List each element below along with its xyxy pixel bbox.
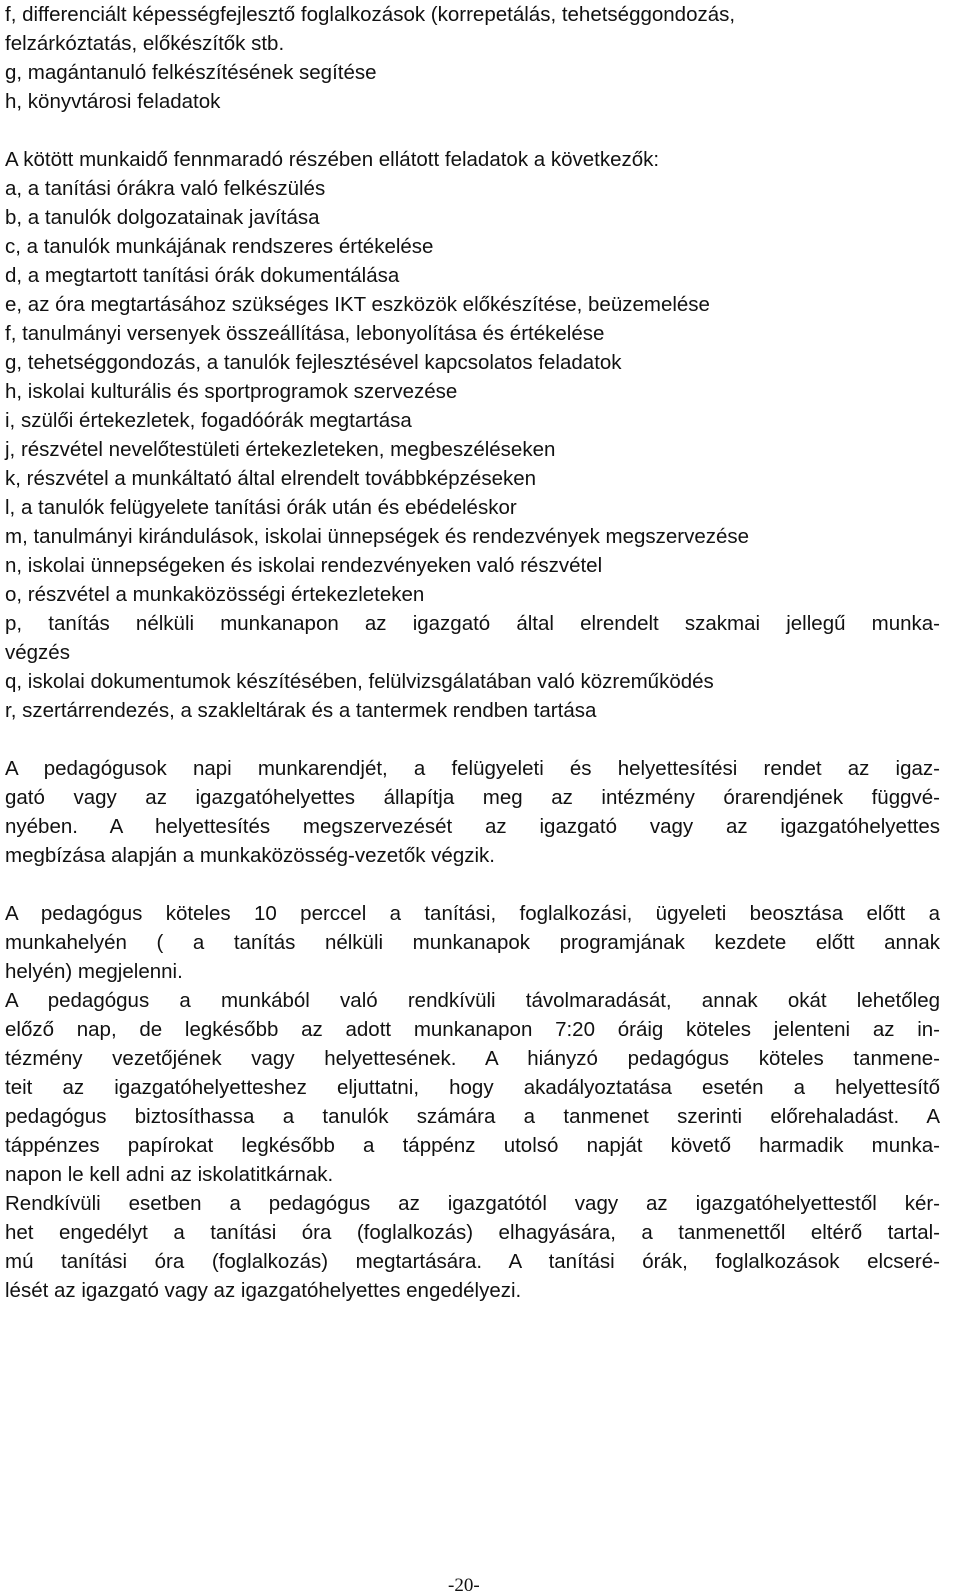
task-item-continuation: végzés xyxy=(5,641,70,664)
paragraph-line: megbízása alapján a munkaközösség-vezetők végzik. xyxy=(5,844,495,867)
task-item: d, a megtartott tanítási órák dokumentálása xyxy=(5,264,400,287)
list-line: felzárkóztatás, előkészítők stb. xyxy=(5,32,285,55)
list-line: h, könyvtárosi feladatok xyxy=(5,90,221,113)
paragraph-line: lését az igazgató vagy az igazgatóhelyettes engedélyezi. xyxy=(5,1279,522,1302)
paragraph-line: gató vagy az igazgatóhelyettes állapítja meg az intézmény órarendjének függvé- xyxy=(5,786,940,809)
paragraph-line: pedagógus biztosíthassa a tanulók számára a tanmenet szerinti előrehaladást. A xyxy=(5,1105,940,1128)
task-item: b, a tanulók dolgozatainak javítása xyxy=(5,206,320,229)
task-item: i, szülői értekezletek, fogadóórák megtartása xyxy=(5,409,412,432)
task-item: a, a tanítási órákra való felkészülés xyxy=(5,177,326,200)
task-item: r, szertárrendezés, a szakleltárak és a tantermek rendben tartása xyxy=(5,699,597,722)
section-heading: A kötött munkaidő fennmaradó részében ellátott feladatok a következők: xyxy=(5,148,660,171)
page-number: -20- xyxy=(448,1575,480,1596)
task-item: c, a tanulók munkájának rendszeres értékelése xyxy=(5,235,434,258)
task-item: p, tanítás nélküli munkanapon az igazgató által elrendelt szakmai jellegű munka- xyxy=(5,612,940,635)
paragraph-line: tézmény vezetőjének vagy helyettesének. A hiányzó pedagógus köteles tanmene- xyxy=(5,1047,940,1070)
list-line: f, differenciált képességfejlesztő foglalkozások (korrepetálás, tehetséggondozás, xyxy=(5,3,736,26)
task-item: l, a tanulók felügyelete tanítási órák után és ebédeléskor xyxy=(5,496,517,519)
paragraph-line: napon le kell adni az iskolatitkárnak. xyxy=(5,1163,334,1186)
paragraph-line: előző nap, de legkésőbb az adott munkanapon 7:20 óráig köteles jelenteni az in- xyxy=(5,1018,940,1041)
task-item: h, iskolai kulturális és sportprogramok szervezése xyxy=(5,380,458,403)
list-line: g, magántanuló felkészítésének segítése xyxy=(5,61,377,84)
task-item: f, tanulmányi versenyek összeállítása, lebonyolítása és értékelése xyxy=(5,322,605,345)
task-item: g, tehetséggondozás, a tanulók fejlesztésével kapcsolatos feladatok xyxy=(5,351,622,374)
task-item: q, iskolai dokumentumok készítésében, felülvizsgálatában való közreműködés xyxy=(5,670,714,693)
paragraph-line: táppénzes papírokat legkésőbb a táppénz utolsó napját követő harmadik munka- xyxy=(5,1134,940,1157)
paragraph-line: helyén) megjelenni. xyxy=(5,960,183,983)
task-item: e, az óra megtartásához szükséges IKT eszközök előkészítése, beüzemelése xyxy=(5,293,710,316)
task-item: k, részvétel a munkáltató által elrendelt továbbképzéseken xyxy=(5,467,537,490)
paragraph-line: A pedagógus köteles 10 perccel a tanítási, foglalkozási, ügyeleti beosztása előtt a xyxy=(5,902,940,925)
paragraph-line: munkahelyén ( a tanítás nélküli munkanapok programjának kezdete előtt annak xyxy=(5,931,940,954)
paragraph-line: nyében. A helyettesítés megszervezését az igazgató vagy az igazgatóhelyettes xyxy=(5,815,940,838)
task-item: n, iskolai ünnepségeken és iskolai rendezvényeken való részvétel xyxy=(5,554,603,577)
paragraph-line: A pedagógus a munkából való rendkívüli távolmaradását, annak okát lehetőleg xyxy=(5,989,940,1012)
paragraph-line: Rendkívüli esetben a pedagógus az igazgatótól vagy az igazgatóhelyettestől kér- xyxy=(5,1192,940,1215)
paragraph-line: het engedélyt a tanítási óra (foglalkozás) elhagyására, a tanmenettől eltérő tartal- xyxy=(5,1221,940,1244)
task-item: o, részvétel a munkaközösségi értekezleteken xyxy=(5,583,425,606)
paragraph-line: mú tanítási óra (foglalkozás) megtartására. A tanítási órák, foglalkozások elcseré- xyxy=(5,1250,940,1273)
paragraph-line: A pedagógusok napi munkarendjét, a felügyeleti és helyettesítési rendet az igaz- xyxy=(5,757,940,780)
paragraph-line: teit az igazgatóhelyetteshez eljuttatni, hogy akadályoztatása esetén a helyettesítő xyxy=(5,1076,940,1099)
task-item: j, részvétel nevelőtestületi értekezleteken, megbeszéléseken xyxy=(5,438,556,461)
task-item: m, tanulmányi kirándulások, iskolai ünnepségek és rendezvények megszervezése xyxy=(5,525,750,548)
